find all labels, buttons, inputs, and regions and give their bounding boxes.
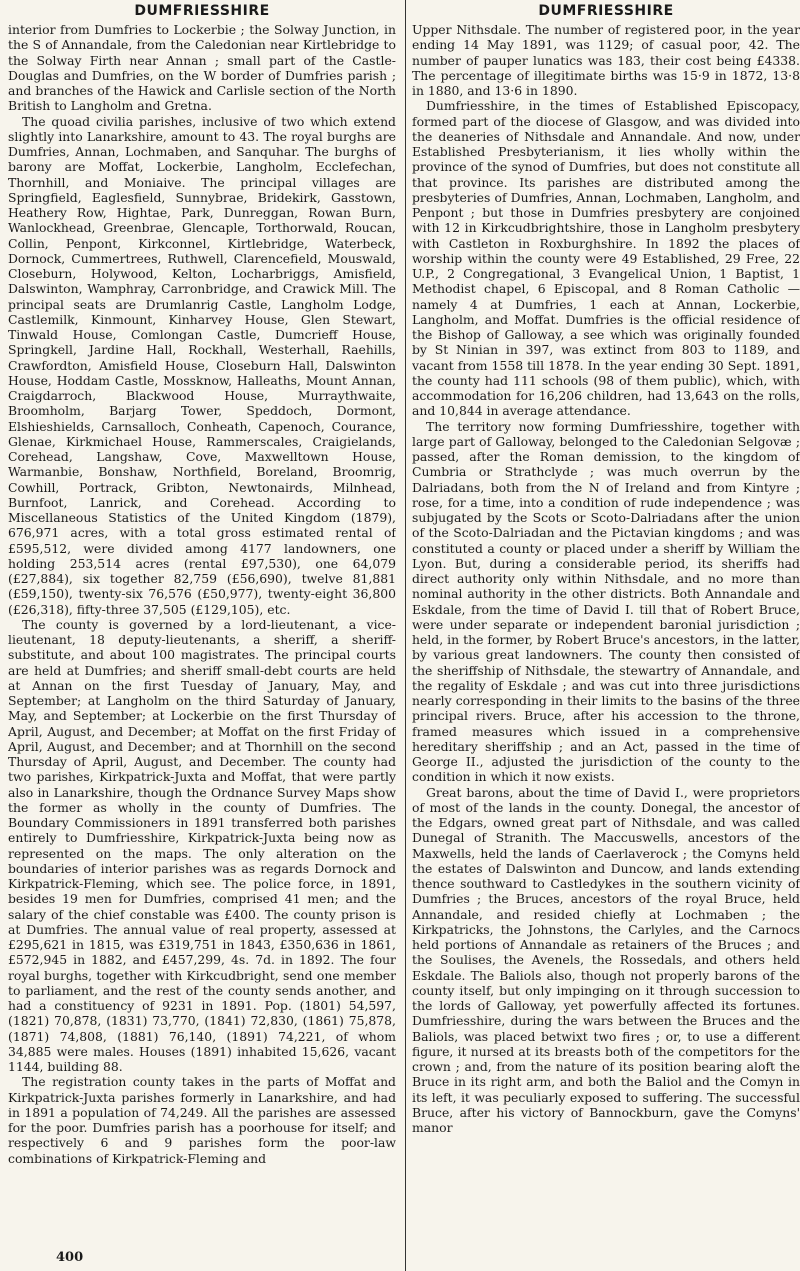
- paragraph: Upper Nithsdale. The number of registered poor, in the year ending 14 May 1891, was 1129; of casual poor, 42. The number of pauper lunatics was 183, their cost being £4338. The percentage of illegitimate births was 15·9 in 1872, 13·8 in 1880, and 13·6 in 1890.: [412, 22, 800, 98]
- paragraph: The county is governed by a lord-lieutenant, a vice-lieutenant, 18 deputy-lieutenants, a sheriff, a sheriff-substitute, and about 100 magistrates. The principal courts are held at Dumfries; and sheriff small-debt courts are held at Annan on the first Tuesday of January, May, and September; at Langholm on the third Saturday of January, May, and September; at Lockerbie on the first Thursday of April, August, and December; at Moffat on the first Friday of April, August, and December; and at Thornhill on the second Thursday of April, August, and December. The county had two parishes, Kirkpatrick-Juxta and Moffat, that were partly also in Lanarkshire, though the Ordnance Survey Maps show the former as wholly in the county of Dumfries. The Boundary Commissioners in 1891 transferred both parishes entirely to Dumfriesshire, Kirkpatrick-Juxta being now as represented on the maps. The only alteration on the boundaries of interior parishes was as regards Dornock and Kirkpatrick-Fleming, which see. The police force, in 1891, besides 19 men for Dumfries, comprised 41 men; and the salary of the chief constable was £400. The county prison is at Dumfries. The annual value of real property, assessed at £295,621 in 1815, was £319,751 in 1843, £350,636 in 1861, £572,945 in 1882, and £457,299, 4s. 7d. in 1892. The four royal burghs, together with Kirkcudbright, send one member to parliament, and the rest of the county sends another, and had a constituency of 9231 in 1891. Pop. (1801) 54,597, (1821) 70,878, (1831) 73,770, (1841) 72,830, (1861) 75,878, (1871) 74,808, (1881) 76,140, (1891) 74,221, of whom 34,885 were males. Houses (1891) inhabited 15,626, vacant 1144, building 88.: [8, 616, 396, 1074]
- running-head-right: DUMFRIESSHIRE: [538, 3, 674, 19]
- paragraph: The territory now forming Dumfriesshire, together with large part of Galloway, belonged to the Caledonian Selgovæ ; passed, after the Roman demission, to the kingdom of Cumbria or Strathclyde ; was much overrun by the Dalriadans, both from the N of Ireland and from Kintyre ; rose, for a time, into a condition of rude independence ; was subjugated by the Scots or Scoto-Dalriadans after the union of the Scoto-Dalriadan and the Pictavian kingdoms ; and was constituted a county or placed under a sheriff by William the Lyon. But, during a considerable period, its sheriffs had direct authority only within Nithsdale, and no more than nominal authority in the other districts. Both Annandale and Eskdale, from the time of David I. till that of Robert Bruce, were under separate or independent baronial jurisdiction ; held, in the former, by Robert Bruce's ancestors, in the latter, by various great landowners. The county then consisted of the sheriffship of Nithsdale, the stewartry of Annandale, and the regality of Eskdale ; and was cut into three jurisdictions nearly corresponding in their limits to the basins of the three principal rivers. Bruce, after his accession to the throne, framed measures which issued in a comprehensive hereditary sheriffship ; and an Act, passed in the time of George II., adjusted the jurisdiction of the county to the condition in which it now exists.: [412, 418, 800, 785]
- left-column: [8, 0, 396, 1271]
- paragraph: Dumfriesshire, in the times of Established Episcopacy, formed part of the diocese of Glasgow, and was divided into the deaneries of Nithsdale and Annandale. And now, under Established Presbyterianism, it lies wholly within the province of the synod of Dumfries, but does not constitute all that province. Its parishes are distributed among the presbyteries of Dumfries, Annan, Lochmaben, Langholm, and Penpont ; but those in Dumfries presbytery are conjoined with 12 in Kirkcudbrightshire, those in Langholm presbytery with Castleton in Roxburghshire. In 1892 the places of worship within the county were 49 Established, 29 Free, 22 U.P., 2 Congregational, 3 Evangelical Union, 1 Baptist, 1 Methodist chapel, 6 Episcopal, and 8 Roman Catholic —namely 4 at Dumfries, 1 each at Annan, Lockerbie, Langholm, and Moffat. Dumfries is the official residence of the Bishop of Galloway, a see which was originally founded by St Ninian in 397, was extinct from 803 to 1189, and vacant from 1558 till 1878. In the year ending 30 Sept. 1891, the county had 111 schools (98 of them public), which, with accommodation for 16,206 children, had 13,643 on the rolls, and 10,844 in average attendance.: [412, 98, 800, 419]
- paragraph: The quoad civilia parishes, inclusive of two which extend slightly into Lanarkshire, amount to 43. The royal burghs are Dumfries, Annan, Lochmaben, and Sanquhar. The burghs of barony are Moffat, Lockerbie, Langholm, Ecclefechan, Thornhill, and Moniaive. The principal villages are Springfield, Eaglesfield, Sunnybrae, Bridekirk, Gasstown, Heathery Row, Hightae, Park, Dunreggan, Rowan Burn, Wanlockhead, Greenbrae, Glencaple, Torthorwald, Roucan, Collin, Penpont, Kirkconnel, Kirtlebridge, Waterbeck, Dornock, Cummertrees, Ruthwell, Clarencefield, Mouswald, Closeburn, Holywood, Kelton, Locharbriggs, Amisfield, Dalswinton, Wamphray, Carronbridge, and Crawick Mill. The principal seats are Drumlanrig Castle, Langholm Lodge, Castlemilk, Kinmount, Kinharvey House, Glen Stewart, Tinwald House, Comlongan Castle, Dumcrieff House, Springkell, Jardine Hall, Rockhall, Westerhall, Raehills, Crawfordton, Amisfield House, Closeburn Hall, Dalswinton House, Hoddam Castle, Mossknow, Halleaths, Mount Annan, Craigdarroch, Blackwood House, Murraythwaite, Broomholm, Barjarg Tower, Speddoch, Dormont, Elshieshields, Carnsalloch, Conheath, Capenoch, Courance, Glenae, Kirkmichael House, Rammerscales, Craigielands, Corehead, Langshaw, Cove, Maxwelltown House, Warmanbie, Bonshaw, Northfield, Boreland, Broomrig, Cowhill, Portrack, Gribton, Newtonairds, Milnhead, Burnfoot, Lanrick, and Corehead. According to Miscellaneous Statistics of the United Kingdom (1879), 676,971 acres, with a total gross estimated rental of £595,512, were divided among 4177 landowners, one holding 253,514 acres (rental £97,530), one 64,079 (£27,884), six together 82,759 (£56,690), twelve 81,881 (£59,150), twenty-six 76,576 (£50,977), twenty-eight 36,800 (£26,318), fifty-three 37,505 (£129,105), etc.: [8, 113, 396, 617]
- paragraph: The registration county takes in the parts of Moffat and Kirkpatrick-Juxta parishes formerly in Lanarkshire, and had in 1891 a population of 74,249. All the parishes are assessed for the poor. Dumfries parish has a poorhouse for itself; and respectively 6 and 9 parishes form the poor-law combinations of Kirkpatrick-Fleming and: [8, 1074, 396, 1166]
- page-number: 400: [56, 1250, 84, 1265]
- running-head-left: DUMFRIESSHIRE: [134, 3, 270, 19]
- paragraph: Great barons, about the time of David I., were proprietors of most of the lands in the county. Donegal, the ancestor of the Edgars, owned great part of Nithsdale, and was called Dunegal of Stranith. The Maccuswells, ancestors of the Maxwells, held the lands of Caerlaverock ; the Comyns held the estates of Dalswinton and Duncow, and lands extending thence southward to Castledykes in the southern vicinity of Dumfries ; the Bruces, ancestors of the royal Bruce, held Annandale, and resided chiefly at Lochmaben ; the Kirkpatricks, the Johnstons, the Carlyles, and the Carnocs held portions of Annandale as retainers of the Bruces ; and the Soulises, the Avenels, the Rossedals, and others held Eskdale. The Baliols also, though not properly barons of the county itself, but only impinging on it through succession to the lords of Galloway, yet powerfully affected its fortunes. Dumfriesshire, during the wars between the Bruces and the Baliols, was placed betwixt two fires ; or, to use a different figure, it nursed at its breasts both of the competitors for the crown ; and, from the nature of its position bearing aloft the Bruce in its right arm, and both the Baliol and the Comyn in its left, it was peculiarly exposed to suffering. The successful Bruce, after his victory of Bannockburn, gave the Comyns' manor: [412, 784, 800, 1135]
- paragraph: interior from Dumfries to Lockerbie ; the Solway Junction, in the S of Annandale, from the Caledonian near Kirtlebridge to the Solway Firth near Annan ; small part of the Castle-Douglas and Dumfries, on the W border of Dumfries parish ; and branches of the Hawick and Carlisle section of the North British to Langholm and Gretna.: [8, 22, 396, 114]
- column-divider: [405, 0, 406, 1271]
- right-column: [412, 0, 800, 1271]
